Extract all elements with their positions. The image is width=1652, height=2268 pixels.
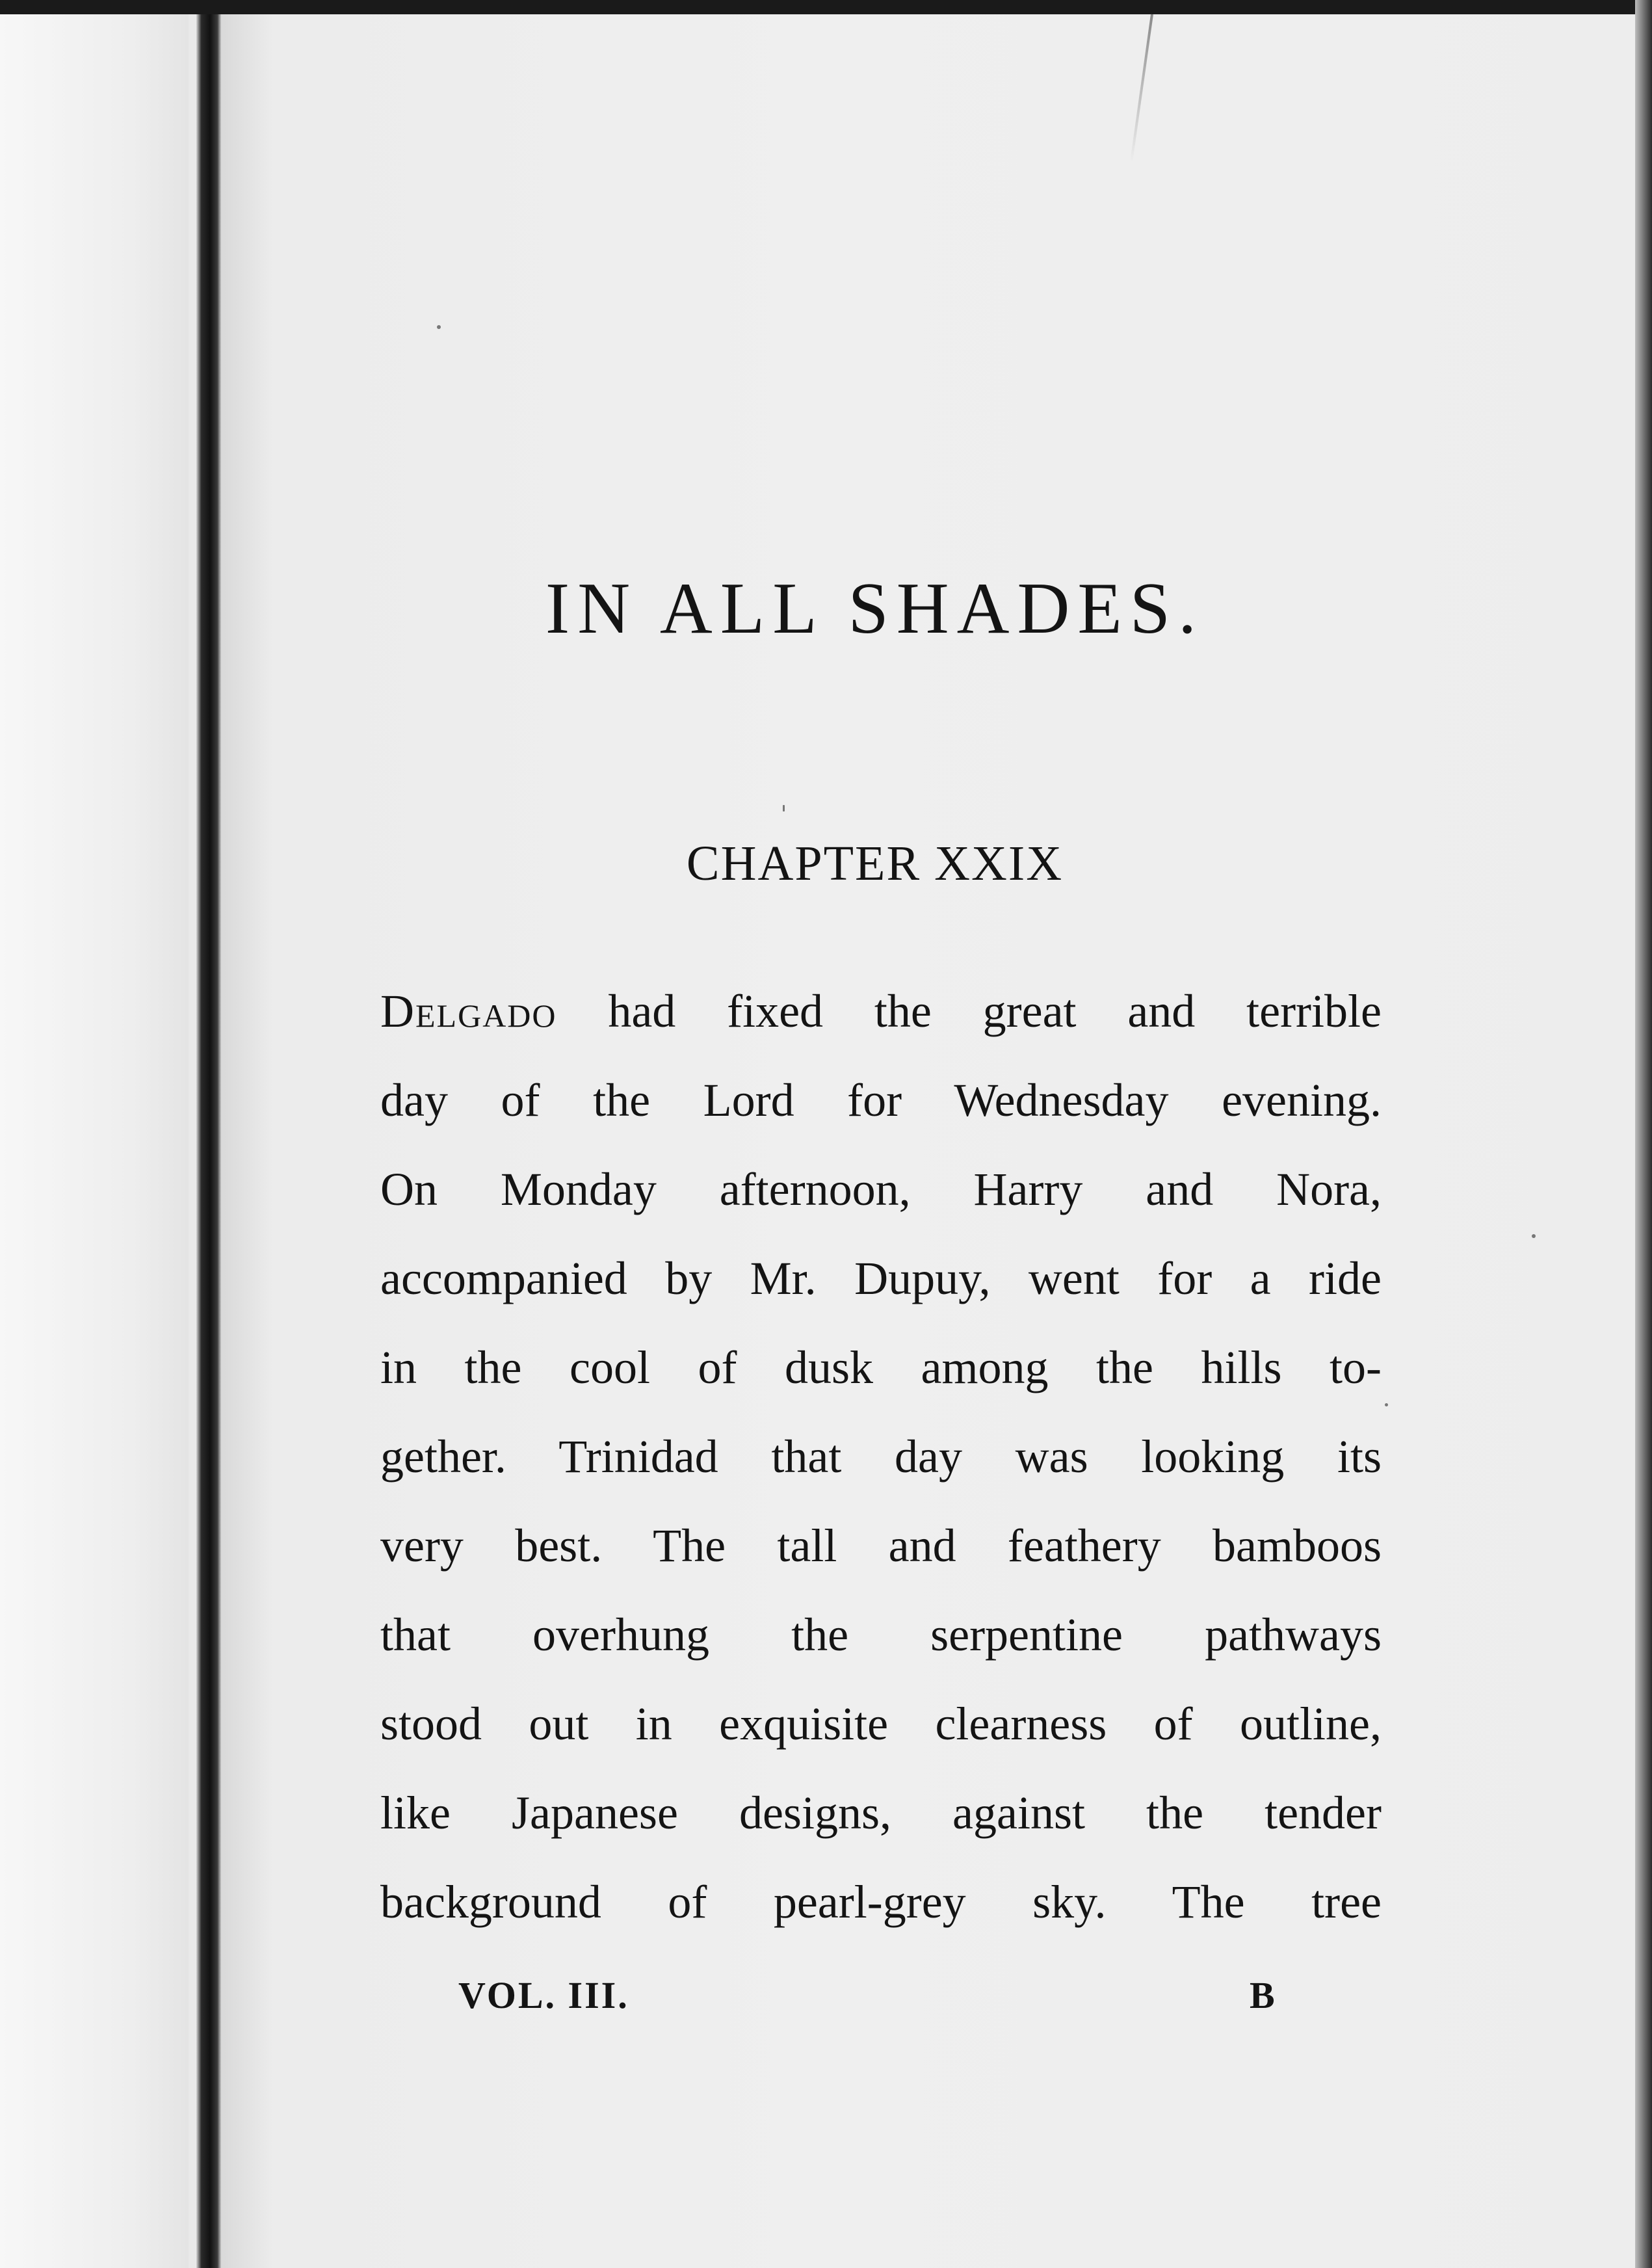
scan-right-edge (1635, 0, 1652, 2268)
text-line (380, 979, 1382, 1068)
signature-mark: B (1250, 1974, 1275, 2016)
paper-speck (437, 325, 441, 329)
text-line: On Monday afternoon, Harry and Nora, (380, 1163, 1382, 1215)
paper-speck (1385, 1403, 1388, 1406)
text-line-remainder: had fixed the great and terrible (557, 985, 1382, 1037)
scan-top-edge (0, 0, 1652, 14)
text-line: day of the Lord for Wednesday evening. (380, 1074, 1382, 1126)
binding-gutter (196, 14, 221, 2268)
volume-footer: VOL. III. (458, 1974, 629, 2016)
text-line: background of pearl-grey sky. The tree (380, 1876, 1382, 1928)
chapter-body (380, 979, 1382, 1958)
chapter-heading: CHAPTER XXIX (686, 836, 1064, 891)
paper-speck (1532, 1234, 1536, 1238)
text-line: stood out in exquisite clearness of outline, (380, 1698, 1382, 1750)
text-line: in the cool of dusk among the hills to- (380, 1341, 1382, 1393)
paper-speck (783, 805, 785, 811)
text-line: accompanied by Mr. Dupuy, went for a ride (380, 1252, 1382, 1304)
gutter-shadow (221, 14, 273, 2268)
text-line: gether. Trinidad that day was looking its (380, 1431, 1382, 1483)
facing-page-margin (0, 14, 189, 2268)
opening-word: Delgado (380, 985, 557, 1037)
text-line: that overhung the serpentine pathways (380, 1609, 1382, 1661)
book-title: IN ALL SHADES. (545, 568, 1205, 649)
text-line: like Japanese designs, against the tender (380, 1787, 1382, 1839)
text-line: very best. The tall and feathery bamboos (380, 1520, 1382, 1572)
